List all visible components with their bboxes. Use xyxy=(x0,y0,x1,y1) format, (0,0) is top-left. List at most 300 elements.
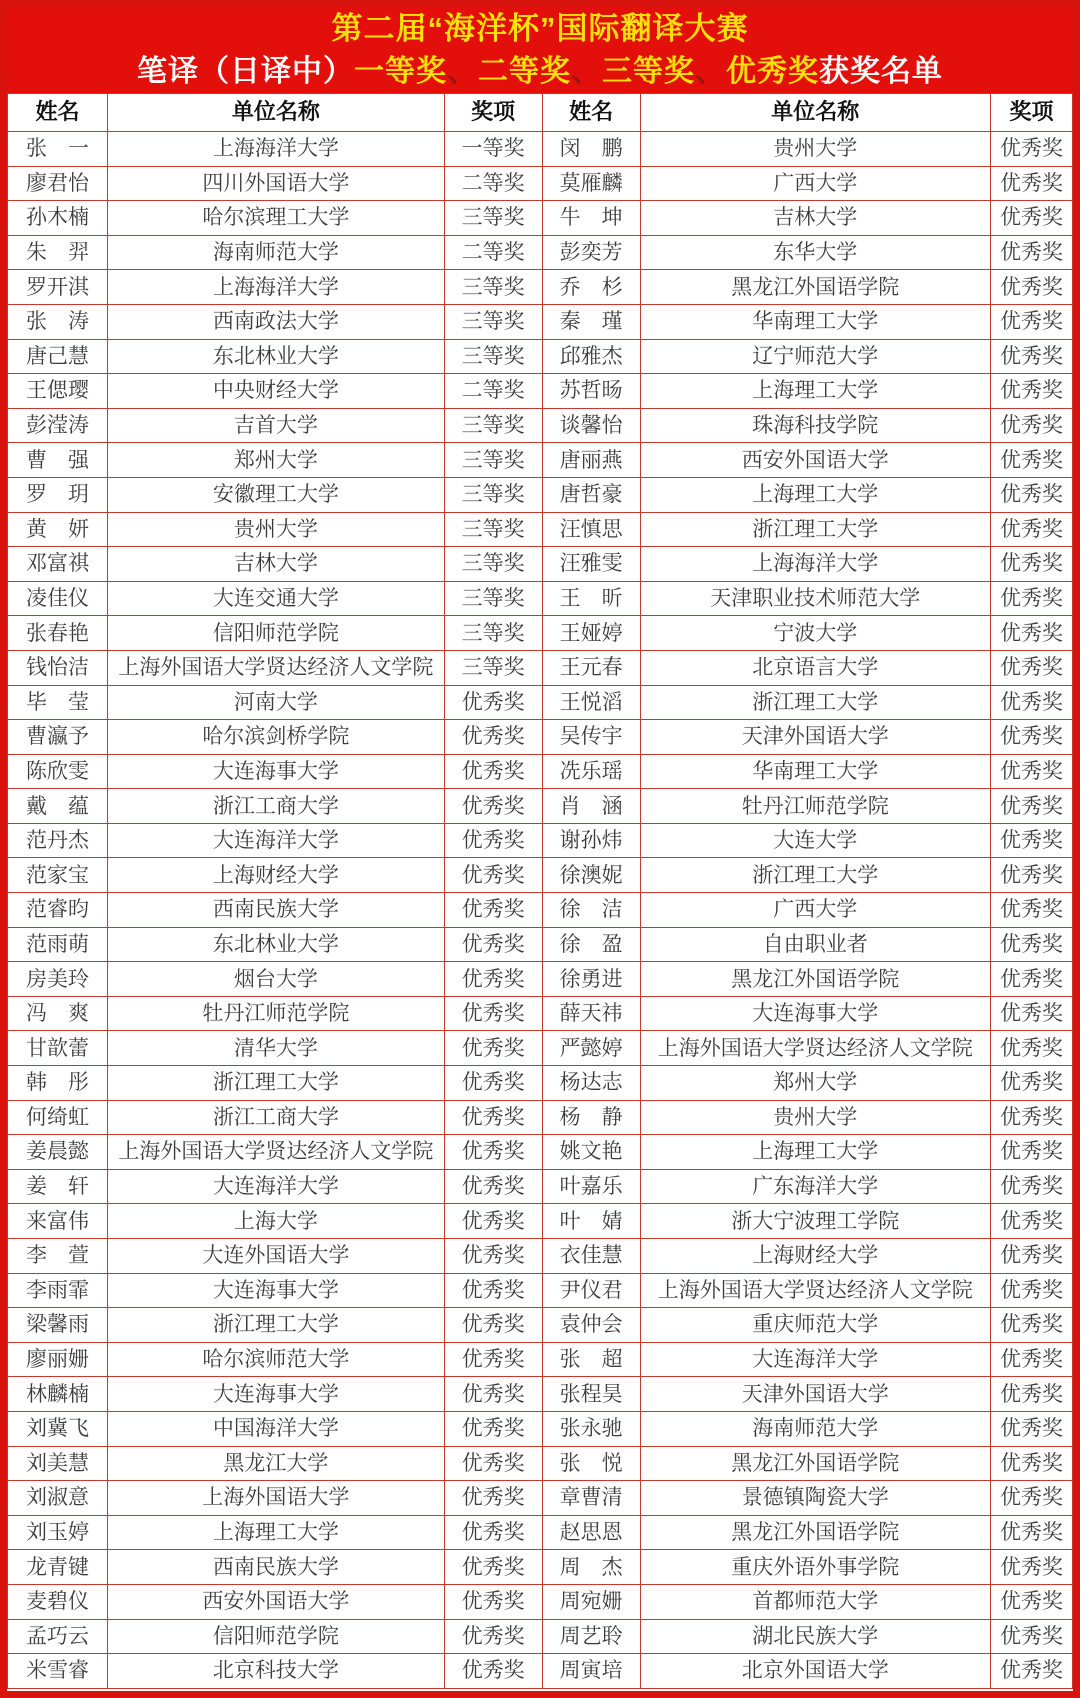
institution-cell: 北京科技大学 xyxy=(108,1654,445,1689)
name-cell: 吴传宇 xyxy=(542,720,640,755)
award-cell: 优秀奖 xyxy=(990,1654,1072,1689)
award-cell: 优秀奖 xyxy=(444,1239,542,1274)
name-cell: 戴 蕴 xyxy=(8,789,108,824)
table-row xyxy=(8,962,1073,997)
name-cell: 唐丽燕 xyxy=(542,443,640,478)
institution-cell: 信阳师范学院 xyxy=(108,1619,445,1654)
award-cell: 优秀奖 xyxy=(990,823,1072,858)
award-cell: 三等奖 xyxy=(444,339,542,374)
award-cell: 三等奖 xyxy=(444,408,542,443)
name-cell: 刘冀飞 xyxy=(8,1411,108,1446)
name-cell: 张 一 xyxy=(8,132,108,167)
award-cell: 优秀奖 xyxy=(990,1377,1072,1412)
name-cell: 林麟楠 xyxy=(8,1377,108,1412)
institution-cell: 华南理工大学 xyxy=(640,754,990,789)
name-cell: 王悦滔 xyxy=(542,685,640,720)
institution-cell: 贵州大学 xyxy=(640,1100,990,1135)
institution-cell: 天津职业技术师范大学 xyxy=(640,581,990,616)
award-cell: 优秀奖 xyxy=(990,1169,1072,1204)
award-tier-3: 三等奖 xyxy=(602,54,695,88)
table-row xyxy=(8,1584,1073,1619)
table-row xyxy=(8,339,1073,374)
institution-cell: 中央财经大学 xyxy=(108,374,445,409)
table-row xyxy=(8,1066,1073,1101)
award-cell: 一等奖 xyxy=(444,132,542,167)
table-row xyxy=(8,166,1073,201)
institution-cell: 清华大学 xyxy=(108,1031,445,1066)
name-cell: 徐澳妮 xyxy=(542,858,640,893)
header-institution-right: 单位名称 xyxy=(640,94,990,132)
award-cell: 优秀奖 xyxy=(444,1308,542,1343)
award-cell: 优秀奖 xyxy=(990,1550,1072,1585)
institution-cell: 东北林业大学 xyxy=(108,339,445,374)
institution-cell: 浙大宁波理工学院 xyxy=(640,1204,990,1239)
institution-cell: 重庆外语外事学院 xyxy=(640,1550,990,1585)
institution-cell: 北京外国语大学 xyxy=(640,1654,990,1689)
award-cell: 三等奖 xyxy=(444,512,542,547)
award-cell: 优秀奖 xyxy=(444,1100,542,1135)
subtitle-line xyxy=(137,53,943,91)
name-cell: 凌佳仪 xyxy=(8,581,108,616)
institution-cell: 吉林大学 xyxy=(640,201,990,236)
table-row xyxy=(8,1204,1073,1239)
institution-cell: 郑州大学 xyxy=(108,443,445,478)
institution-cell: 大连大学 xyxy=(640,823,990,858)
institution-cell: 景德镇陶瓷大学 xyxy=(640,1481,990,1516)
name-cell: 刘美慧 xyxy=(8,1446,108,1481)
table-row xyxy=(8,477,1073,512)
name-cell: 麦碧仪 xyxy=(8,1584,108,1619)
table-row xyxy=(8,443,1073,478)
award-cell: 优秀奖 xyxy=(990,1066,1072,1101)
award-cell: 优秀奖 xyxy=(444,1377,542,1412)
name-cell: 罗开淇 xyxy=(8,270,108,305)
table-row xyxy=(8,616,1073,651)
header-row xyxy=(8,94,1073,132)
award-cell: 优秀奖 xyxy=(444,754,542,789)
table-row xyxy=(8,1654,1073,1689)
name-cell: 周宛姗 xyxy=(542,1584,640,1619)
subtitle-separator: 、 xyxy=(695,54,726,88)
table-row xyxy=(8,201,1073,236)
institution-cell: 上海财经大学 xyxy=(640,1239,990,1274)
table-row xyxy=(8,1515,1073,1550)
award-cell: 优秀奖 xyxy=(990,1411,1072,1446)
table-header xyxy=(8,94,1073,132)
table-row xyxy=(8,893,1073,928)
name-cell: 唐己慧 xyxy=(8,339,108,374)
award-tier-4: 优秀奖 xyxy=(726,54,819,88)
award-cell: 优秀奖 xyxy=(990,1204,1072,1239)
name-cell: 乔 杉 xyxy=(542,270,640,305)
institution-cell: 上海外国语大学贤达经济人文学院 xyxy=(108,650,445,685)
table-row xyxy=(8,235,1073,270)
award-cell: 优秀奖 xyxy=(990,1515,1072,1550)
subtitle-prefix: 笔译（日译中） xyxy=(137,54,354,88)
award-cell: 优秀奖 xyxy=(990,201,1072,236)
institution-cell: 天津外国语大学 xyxy=(640,720,990,755)
name-cell: 张程昊 xyxy=(542,1377,640,1412)
institution-cell: 上海海洋大学 xyxy=(640,547,990,582)
name-cell: 朱 羿 xyxy=(8,235,108,270)
name-cell: 甘歆蕾 xyxy=(8,1031,108,1066)
table-row xyxy=(8,132,1073,167)
institution-cell: 上海外国语大学贤达经济人文学院 xyxy=(108,1135,445,1170)
award-cell: 优秀奖 xyxy=(990,1308,1072,1343)
institution-cell: 天津外国语大学 xyxy=(640,1377,990,1412)
name-cell: 徐 盈 xyxy=(542,927,640,962)
name-cell: 米雪睿 xyxy=(8,1654,108,1689)
institution-cell: 大连海事大学 xyxy=(108,754,445,789)
institution-cell: 广东海洋大学 xyxy=(640,1169,990,1204)
institution-cell: 北京语言大学 xyxy=(640,650,990,685)
name-cell: 梁馨雨 xyxy=(8,1308,108,1343)
name-cell: 王偲璎 xyxy=(8,374,108,409)
award-cell: 优秀奖 xyxy=(444,893,542,928)
institution-cell: 浙江理工大学 xyxy=(108,1066,445,1101)
institution-cell: 黑龙江外国语学院 xyxy=(640,1515,990,1550)
table-row xyxy=(8,858,1073,893)
institution-cell: 宁波大学 xyxy=(640,616,990,651)
award-cell: 优秀奖 xyxy=(990,893,1072,928)
award-cell: 优秀奖 xyxy=(990,1619,1072,1654)
award-cell: 优秀奖 xyxy=(990,339,1072,374)
name-cell: 房美玲 xyxy=(8,962,108,997)
name-cell: 廖丽姗 xyxy=(8,1342,108,1377)
name-cell: 冯 爽 xyxy=(8,996,108,1031)
award-tier-2: 二等奖 xyxy=(478,54,571,88)
award-cell: 优秀奖 xyxy=(990,789,1072,824)
table-row xyxy=(8,1135,1073,1170)
institution-cell: 上海外国语大学 xyxy=(108,1481,445,1516)
name-cell: 范家宝 xyxy=(8,858,108,893)
award-cell: 优秀奖 xyxy=(444,789,542,824)
name-cell: 汪雅雯 xyxy=(542,547,640,582)
institution-cell: 哈尔滨剑桥学院 xyxy=(108,720,445,755)
award-cell: 优秀奖 xyxy=(444,1066,542,1101)
award-cell: 优秀奖 xyxy=(444,685,542,720)
name-cell: 姜 轩 xyxy=(8,1169,108,1204)
award-cell: 优秀奖 xyxy=(444,996,542,1031)
award-cell: 优秀奖 xyxy=(444,1584,542,1619)
institution-cell: 东北林业大学 xyxy=(108,927,445,962)
award-cell: 优秀奖 xyxy=(990,1031,1072,1066)
award-cell: 优秀奖 xyxy=(990,408,1072,443)
award-cell: 优秀奖 xyxy=(990,962,1072,997)
award-cell: 优秀奖 xyxy=(444,1481,542,1516)
award-cell: 优秀奖 xyxy=(990,1135,1072,1170)
name-cell: 毕 莹 xyxy=(8,685,108,720)
award-cell: 优秀奖 xyxy=(990,443,1072,478)
results-tbody xyxy=(8,132,1073,1689)
name-cell: 孙木楠 xyxy=(8,201,108,236)
table-row xyxy=(8,650,1073,685)
award-cell: 优秀奖 xyxy=(444,1031,542,1066)
table-row xyxy=(8,823,1073,858)
name-cell: 杨 静 xyxy=(542,1100,640,1135)
award-cell: 优秀奖 xyxy=(990,720,1072,755)
award-cell: 优秀奖 xyxy=(990,1481,1072,1516)
award-cell: 优秀奖 xyxy=(444,823,542,858)
institution-cell: 哈尔滨师范大学 xyxy=(108,1342,445,1377)
award-cell: 三等奖 xyxy=(444,201,542,236)
award-cell: 优秀奖 xyxy=(990,581,1072,616)
name-cell: 徐勇进 xyxy=(542,962,640,997)
name-cell: 赵思恩 xyxy=(542,1515,640,1550)
institution-cell: 上海理工大学 xyxy=(108,1515,445,1550)
table-row xyxy=(8,1446,1073,1481)
institution-cell: 浙江理工大学 xyxy=(640,685,990,720)
award-cell: 优秀奖 xyxy=(990,235,1072,270)
name-cell: 邓富祺 xyxy=(8,547,108,582)
institution-cell: 浙江理工大学 xyxy=(640,858,990,893)
institution-cell: 海南师范大学 xyxy=(640,1411,990,1446)
institution-cell: 四川外国语大学 xyxy=(108,166,445,201)
name-cell: 曹 强 xyxy=(8,443,108,478)
award-cell: 优秀奖 xyxy=(444,1515,542,1550)
name-cell: 肖 涵 xyxy=(542,789,640,824)
institution-cell: 西安外国语大学 xyxy=(108,1584,445,1619)
name-cell: 李 萱 xyxy=(8,1239,108,1274)
institution-cell: 郑州大学 xyxy=(640,1066,990,1101)
name-cell: 唐哲豪 xyxy=(542,477,640,512)
award-cell: 优秀奖 xyxy=(444,1446,542,1481)
header-name-right: 姓名 xyxy=(542,94,640,132)
name-cell: 邱雅杰 xyxy=(542,339,640,374)
award-cell: 优秀奖 xyxy=(444,1654,542,1689)
table-row xyxy=(8,1550,1073,1585)
institution-cell: 海南师范大学 xyxy=(108,235,445,270)
name-cell: 刘玉婷 xyxy=(8,1515,108,1550)
name-cell: 谈馨怡 xyxy=(542,408,640,443)
institution-cell: 浙江理工大学 xyxy=(640,512,990,547)
table-row xyxy=(8,789,1073,824)
institution-cell: 大连海洋大学 xyxy=(108,1169,445,1204)
table-row xyxy=(8,1239,1073,1274)
name-cell: 王娅婷 xyxy=(542,616,640,651)
institution-cell: 上海大学 xyxy=(108,1204,445,1239)
table-row xyxy=(8,1342,1073,1377)
name-cell: 陈欣雯 xyxy=(8,754,108,789)
table-row xyxy=(8,1100,1073,1135)
institution-cell: 大连海洋大学 xyxy=(640,1342,990,1377)
name-cell: 刘淑意 xyxy=(8,1481,108,1516)
award-cell: 优秀奖 xyxy=(444,962,542,997)
award-cell: 三等奖 xyxy=(444,270,542,305)
header-award-right: 奖项 xyxy=(990,94,1072,132)
header-name-left: 姓名 xyxy=(8,94,108,132)
name-cell: 闵 鹏 xyxy=(542,132,640,167)
name-cell: 范睿昀 xyxy=(8,893,108,928)
institution-cell: 安徽理工大学 xyxy=(108,477,445,512)
award-cell: 优秀奖 xyxy=(990,166,1072,201)
institution-cell: 牡丹江师范学院 xyxy=(640,789,990,824)
institution-cell: 贵州大学 xyxy=(640,132,990,167)
subtitle-suffix: 获奖名单 xyxy=(819,54,943,88)
institution-cell: 西南民族大学 xyxy=(108,1550,445,1585)
award-cell: 优秀奖 xyxy=(444,1411,542,1446)
institution-cell: 大连交通大学 xyxy=(108,581,445,616)
table-row xyxy=(8,304,1073,339)
name-cell: 廖君怡 xyxy=(8,166,108,201)
name-cell: 彭滢涛 xyxy=(8,408,108,443)
institution-cell: 重庆师范大学 xyxy=(640,1308,990,1343)
award-cell: 优秀奖 xyxy=(990,927,1072,962)
table-row xyxy=(8,1411,1073,1446)
institution-cell: 中国海洋大学 xyxy=(108,1411,445,1446)
subtitle-separator: 、 xyxy=(571,54,602,88)
institution-cell: 大连海洋大学 xyxy=(108,823,445,858)
institution-cell: 上海理工大学 xyxy=(640,1135,990,1170)
award-cell: 优秀奖 xyxy=(990,304,1072,339)
header-award-left: 奖项 xyxy=(444,94,542,132)
institution-cell: 上海外国语大学贤达经济人文学院 xyxy=(640,1273,990,1308)
institution-cell: 华南理工大学 xyxy=(640,304,990,339)
name-cell: 张 悦 xyxy=(542,1446,640,1481)
institution-cell: 珠海科技学院 xyxy=(640,408,990,443)
institution-cell: 湖北民族大学 xyxy=(640,1619,990,1654)
award-cell: 优秀奖 xyxy=(990,858,1072,893)
name-cell: 牛 坤 xyxy=(542,201,640,236)
award-cell: 优秀奖 xyxy=(990,1584,1072,1619)
name-cell: 李雨霏 xyxy=(8,1273,108,1308)
institution-cell: 首都师范大学 xyxy=(640,1584,990,1619)
table-row xyxy=(8,581,1073,616)
name-cell: 苏哲旸 xyxy=(542,374,640,409)
institution-cell: 广西大学 xyxy=(640,166,990,201)
award-cell: 三等奖 xyxy=(444,650,542,685)
award-cell: 优秀奖 xyxy=(990,996,1072,1031)
name-cell: 尹仪君 xyxy=(542,1273,640,1308)
award-cell: 优秀奖 xyxy=(990,754,1072,789)
name-cell: 姜晨懿 xyxy=(8,1135,108,1170)
institution-cell: 吉首大学 xyxy=(108,408,445,443)
institution-cell: 浙江理工大学 xyxy=(108,1308,445,1343)
award-cell: 三等奖 xyxy=(444,477,542,512)
name-cell: 曹瀛予 xyxy=(8,720,108,755)
name-cell: 汪慎思 xyxy=(542,512,640,547)
name-cell: 徐 洁 xyxy=(542,893,640,928)
table-row xyxy=(8,512,1073,547)
award-cell: 优秀奖 xyxy=(990,132,1072,167)
award-cell: 优秀奖 xyxy=(990,616,1072,651)
institution-cell: 浙江工商大学 xyxy=(108,789,445,824)
award-cell: 优秀奖 xyxy=(444,1273,542,1308)
institution-cell: 西南民族大学 xyxy=(108,893,445,928)
award-cell: 优秀奖 xyxy=(990,1342,1072,1377)
award-cell: 优秀奖 xyxy=(990,650,1072,685)
award-cell: 优秀奖 xyxy=(990,512,1072,547)
institution-cell: 大连海事大学 xyxy=(640,996,990,1031)
award-cell: 优秀奖 xyxy=(990,685,1072,720)
table-row xyxy=(8,1377,1073,1412)
institution-cell: 上海外国语大学贤达经济人文学院 xyxy=(640,1031,990,1066)
table-row xyxy=(8,270,1073,305)
header-institution-left: 单位名称 xyxy=(108,94,445,132)
award-cell: 优秀奖 xyxy=(990,547,1072,582)
award-cell: 三等奖 xyxy=(444,443,542,478)
institution-cell: 信阳师范学院 xyxy=(108,616,445,651)
name-cell: 秦 瑾 xyxy=(542,304,640,339)
name-cell: 冼乐瑶 xyxy=(542,754,640,789)
award-cell: 优秀奖 xyxy=(990,1273,1072,1308)
name-cell: 衣佳慧 xyxy=(542,1239,640,1274)
name-cell: 薛天祎 xyxy=(542,996,640,1031)
institution-cell: 广西大学 xyxy=(640,893,990,928)
award-cell: 优秀奖 xyxy=(444,1619,542,1654)
table-row xyxy=(8,1619,1073,1654)
name-cell: 章曹清 xyxy=(542,1481,640,1516)
institution-cell: 黑龙江外国语学院 xyxy=(640,270,990,305)
institution-cell: 黑龙江外国语学院 xyxy=(640,1446,990,1481)
institution-cell: 大连外国语大学 xyxy=(108,1239,445,1274)
table-row xyxy=(8,927,1073,962)
award-cell: 优秀奖 xyxy=(444,858,542,893)
name-cell: 严懿婷 xyxy=(542,1031,640,1066)
name-cell: 钱怡洁 xyxy=(8,650,108,685)
competition-title: 第二届“海洋杯”国际翻译大赛 xyxy=(331,10,749,46)
institution-cell: 黑龙江外国语学院 xyxy=(640,962,990,997)
award-cell: 优秀奖 xyxy=(990,1100,1072,1135)
title-banner xyxy=(7,7,1073,93)
award-cell: 优秀奖 xyxy=(444,720,542,755)
award-cell: 二等奖 xyxy=(444,166,542,201)
name-cell: 龙青键 xyxy=(8,1550,108,1585)
table-row xyxy=(8,547,1073,582)
name-cell: 姚文艳 xyxy=(542,1135,640,1170)
award-cell: 优秀奖 xyxy=(444,1204,542,1239)
name-cell: 周艺聆 xyxy=(542,1619,640,1654)
name-cell: 张春艳 xyxy=(8,616,108,651)
institution-cell: 上海财经大学 xyxy=(108,858,445,893)
table-row xyxy=(8,720,1073,755)
institution-cell: 吉林大学 xyxy=(108,547,445,582)
award-cell: 优秀奖 xyxy=(444,1342,542,1377)
institution-cell: 烟台大学 xyxy=(108,962,445,997)
institution-cell: 东华大学 xyxy=(640,235,990,270)
award-cell: 优秀奖 xyxy=(444,927,542,962)
table-row xyxy=(8,754,1073,789)
institution-cell: 黑龙江大学 xyxy=(108,1446,445,1481)
award-cell: 优秀奖 xyxy=(990,270,1072,305)
award-cell: 优秀奖 xyxy=(990,374,1072,409)
name-cell: 周 杰 xyxy=(542,1550,640,1585)
name-cell: 孟巧云 xyxy=(8,1619,108,1654)
award-cell: 优秀奖 xyxy=(990,1239,1072,1274)
award-cell: 优秀奖 xyxy=(444,1550,542,1585)
name-cell: 莫雁麟 xyxy=(542,166,640,201)
institution-cell: 浙江工商大学 xyxy=(108,1100,445,1135)
name-cell: 张永驰 xyxy=(542,1411,640,1446)
institution-cell: 大连海事大学 xyxy=(108,1273,445,1308)
institution-cell: 贵州大学 xyxy=(108,512,445,547)
subtitle-separator: 、 xyxy=(447,54,478,88)
name-cell: 周寅培 xyxy=(542,1654,640,1689)
name-cell: 王 昕 xyxy=(542,581,640,616)
name-cell: 范丹杰 xyxy=(8,823,108,858)
name-cell: 叶 婧 xyxy=(542,1204,640,1239)
name-cell: 张 超 xyxy=(542,1342,640,1377)
award-cell: 优秀奖 xyxy=(990,477,1072,512)
name-cell: 黄 妍 xyxy=(8,512,108,547)
institution-cell: 西安外国语大学 xyxy=(640,443,990,478)
award-cell: 三等奖 xyxy=(444,616,542,651)
award-cell: 三等奖 xyxy=(444,547,542,582)
institution-cell: 哈尔滨理工大学 xyxy=(108,201,445,236)
institution-cell: 上海理工大学 xyxy=(640,374,990,409)
name-cell: 谢孙炜 xyxy=(542,823,640,858)
name-cell: 王元春 xyxy=(542,650,640,685)
